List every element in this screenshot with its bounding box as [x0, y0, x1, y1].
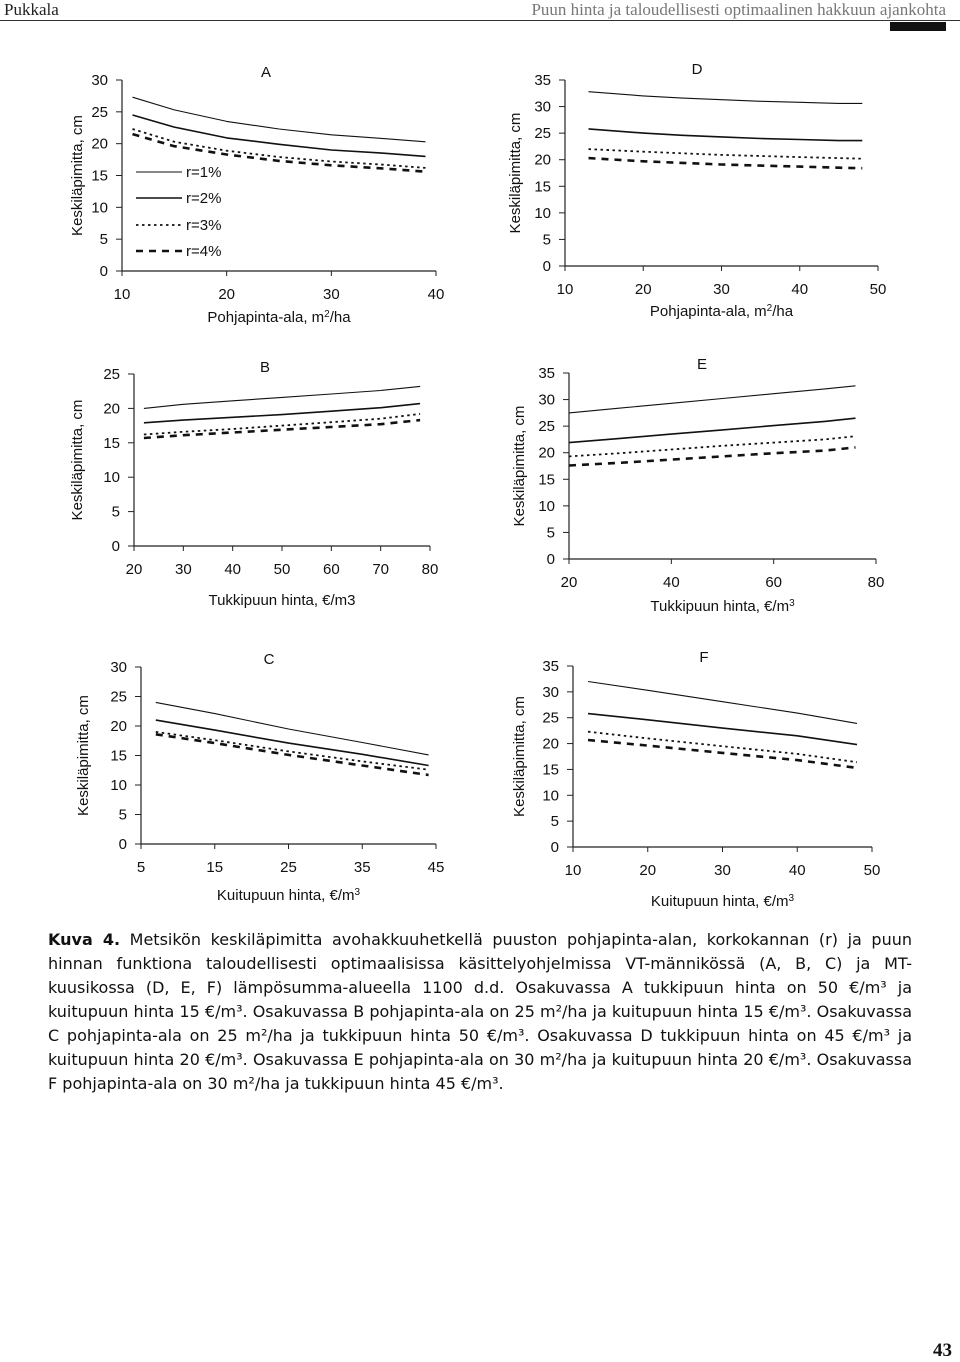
running-header-author: Pukkala	[4, 0, 59, 19]
x-tick-label: 70	[372, 561, 390, 578]
panel-a	[69, 64, 444, 326]
y-tick-label: 5	[542, 231, 551, 249]
y-tick-label: 0	[118, 836, 127, 853]
y-tick-label: 20	[542, 735, 559, 753]
x-tick-label: 30	[714, 862, 731, 879]
y-tick-label: 35	[534, 72, 551, 89]
y-tick-label: 25	[538, 418, 555, 436]
series-line-r4	[588, 740, 857, 768]
x-tick-label: 50	[869, 281, 887, 298]
y-tick-label: 10	[91, 199, 108, 217]
panel-label: E	[696, 356, 708, 373]
y-axis-label: Keskiläpimitta, cm	[511, 696, 528, 817]
x-tick-label: 50	[863, 862, 881, 879]
y-tick-label: 15	[542, 761, 559, 779]
panel-b	[69, 359, 438, 609]
panel-label: C	[263, 651, 275, 668]
y-tick-label: 15	[110, 747, 127, 765]
panel-label: D	[691, 61, 703, 78]
series-line-r4	[589, 158, 863, 168]
y-tick-label: 15	[538, 471, 555, 489]
x-tick-label: 50	[273, 561, 291, 578]
series-line-r2	[569, 418, 856, 442]
panel-d	[507, 61, 886, 320]
series-line-r2	[133, 115, 426, 156]
x-tick-label: 25	[280, 859, 297, 876]
series-line-r2	[589, 129, 863, 141]
series-line-r3	[156, 732, 429, 770]
y-tick-label: 10	[542, 787, 559, 805]
legend-label: r=3%	[186, 217, 222, 234]
y-tick-label: 15	[534, 178, 551, 196]
x-tick-label: 20	[560, 574, 578, 591]
y-tick-label: 10	[110, 777, 127, 794]
x-tick-label: 80	[867, 574, 885, 591]
y-tick-label: 20	[538, 444, 555, 462]
x-tick-label: 10	[564, 862, 582, 879]
y-tick-label: 5	[111, 503, 120, 521]
x-tick-label: 20	[639, 862, 657, 879]
y-tick-label: 10	[534, 204, 551, 222]
panel-f	[511, 649, 880, 910]
page-number: 43	[933, 1340, 952, 1361]
panel-label: A	[260, 64, 272, 81]
x-tick-label: 60	[765, 574, 783, 591]
y-tick-label: 0	[111, 538, 120, 555]
y-tick-label: 0	[99, 263, 108, 280]
panel-c	[75, 651, 444, 904]
y-tick-label: 35	[538, 365, 555, 382]
caption-label: Kuva 4.	[48, 930, 121, 949]
x-tick-label: 40	[224, 561, 242, 578]
x-tick-label: 80	[421, 561, 439, 578]
legend-label: r=2%	[186, 190, 222, 207]
series-line-r2	[156, 720, 429, 765]
series-line-r1	[589, 92, 863, 104]
y-tick-label: 30	[110, 659, 127, 676]
series-line-r1	[156, 702, 429, 755]
y-tick-label: 25	[110, 688, 127, 706]
y-tick-label: 10	[103, 469, 120, 487]
running-header-title: Puun hinta ja taloudellisesti optimaalinen hakkuun ajankohta	[531, 0, 946, 19]
x-axis-label: Kuitupuun hinta, $€/m^3$	[650, 892, 795, 910]
series-line-r1	[133, 97, 426, 142]
panel-e	[511, 356, 884, 615]
y-tick-label: 20	[91, 135, 108, 153]
y-tick-label: 0	[542, 258, 551, 275]
panel-label: F	[699, 649, 709, 666]
figure-caption	[48, 928, 912, 1096]
y-tick-label: 20	[110, 718, 127, 735]
x-axis-label: Tukkipuun hinta, $€/m^3$	[650, 597, 795, 615]
x-tick-label: 10	[113, 286, 131, 303]
legend-label: r=4%	[186, 243, 222, 260]
x-tick-label: 30	[174, 561, 192, 578]
series-line-r4	[569, 447, 856, 465]
y-tick-label: 25	[91, 103, 108, 121]
x-tick-label: 5	[136, 859, 146, 876]
x-tick-label: 15	[206, 859, 224, 876]
x-tick-label: 60	[322, 561, 340, 578]
y-tick-label: 0	[550, 839, 559, 856]
y-axis-label: Keskiläpimitta, cm	[69, 399, 86, 521]
series-line-r4	[156, 734, 429, 775]
x-tick-label: 20	[634, 281, 652, 298]
y-tick-label: 5	[118, 806, 127, 824]
y-tick-label: 5	[546, 524, 555, 542]
y-tick-label: 30	[538, 391, 555, 409]
caption-text: Metsikön keskiläpimitta avohakkuuhetkellä puuston pohjapinta-alan, korkokannan (r) ja puun hinnan funktiona taloudellisesti optimaalisissa käsittelyohjelmissa VT-männikössä (A, B, C) ja MT-kuusikossa (D, E, F) lämpösumma-alueella 1100 d.d. Osakuvassa A tukkipuun hinta on 50 €/m³ ja kuitupuun hinta 15 €/m³. Osakuvassa B pohjapinta-ala on 25 m²/ha ja kuitupuun hinta 15 €/m³. Osakuvassa C pohjapinta-ala on 25 m²/ha ja tukkipuun hinta 50 €/m³. Osakuvassa D tukkipuun hinta on 45 €/m³ ja kuitupuun hinta 20 €/m³. Osakuvassa E pohjapinta-ala on 30 m²/ha ja kuitupuun hinta 20 €/m³. Osakuvassa F pohjapinta-ala on 30 m²/ha ja tukkipuun hinta 45 €/m³.	[48, 930, 913, 1093]
x-axis-label: Kuitupuun hinta, $€/m^3$	[216, 886, 361, 904]
y-tick-label: 15	[91, 167, 108, 185]
panel-label: B	[259, 359, 271, 376]
series-line-r1	[144, 386, 420, 408]
x-axis-label: Pohjapinta-ala, $m^2/ha$	[649, 302, 794, 320]
y-tick-label: 10	[538, 497, 555, 515]
y-tick-label: 30	[542, 683, 559, 701]
x-tick-label: 30	[322, 286, 340, 303]
series-line-r1	[569, 386, 856, 413]
x-tick-label: 40	[791, 281, 809, 298]
x-tick-label: 35	[353, 859, 371, 876]
x-tick-label: 20	[218, 286, 236, 303]
x-axis-label: Pohjapinta-ala, $m^2/ha$	[207, 308, 351, 326]
x-axis-label: Tukkipuun hinta, €/m3	[208, 592, 356, 609]
y-tick-label: 5	[99, 231, 108, 249]
series-line-r2	[588, 714, 857, 745]
y-tick-label: 25	[542, 709, 559, 727]
y-tick-label: 30	[91, 72, 108, 89]
x-tick-label: 45	[427, 859, 445, 876]
y-axis-label: Keskiläpimitta, cm	[69, 115, 86, 236]
x-tick-label: 30	[713, 281, 730, 298]
y-axis-label: Keskiläpimitta, cm	[75, 695, 92, 816]
legend-label: r=1%	[186, 164, 222, 181]
y-tick-label: 20	[103, 400, 120, 418]
y-tick-label: 35	[542, 658, 559, 675]
y-tick-label: 25	[534, 125, 551, 143]
x-tick-label: 10	[556, 281, 574, 298]
legend	[136, 164, 221, 260]
x-tick-label: 40	[662, 574, 680, 591]
series-line-r3	[588, 732, 857, 763]
x-tick-label: 40	[427, 286, 445, 303]
series-line-r2	[144, 404, 420, 423]
y-axis-label: Keskiläpimitta, cm	[511, 405, 528, 527]
x-tick-label: 20	[125, 561, 143, 578]
x-tick-label: 40	[788, 862, 806, 879]
series-line-r4	[144, 420, 420, 438]
y-tick-label: 25	[103, 366, 120, 383]
y-tick-label: 30	[534, 98, 551, 116]
y-tick-label: 0	[546, 551, 555, 568]
y-tick-label: 15	[103, 434, 120, 452]
y-tick-label: 20	[534, 151, 551, 169]
y-tick-label: 5	[550, 813, 559, 831]
series-line-r3	[589, 149, 863, 159]
y-axis-label: Keskiläpimitta, cm	[507, 112, 524, 234]
